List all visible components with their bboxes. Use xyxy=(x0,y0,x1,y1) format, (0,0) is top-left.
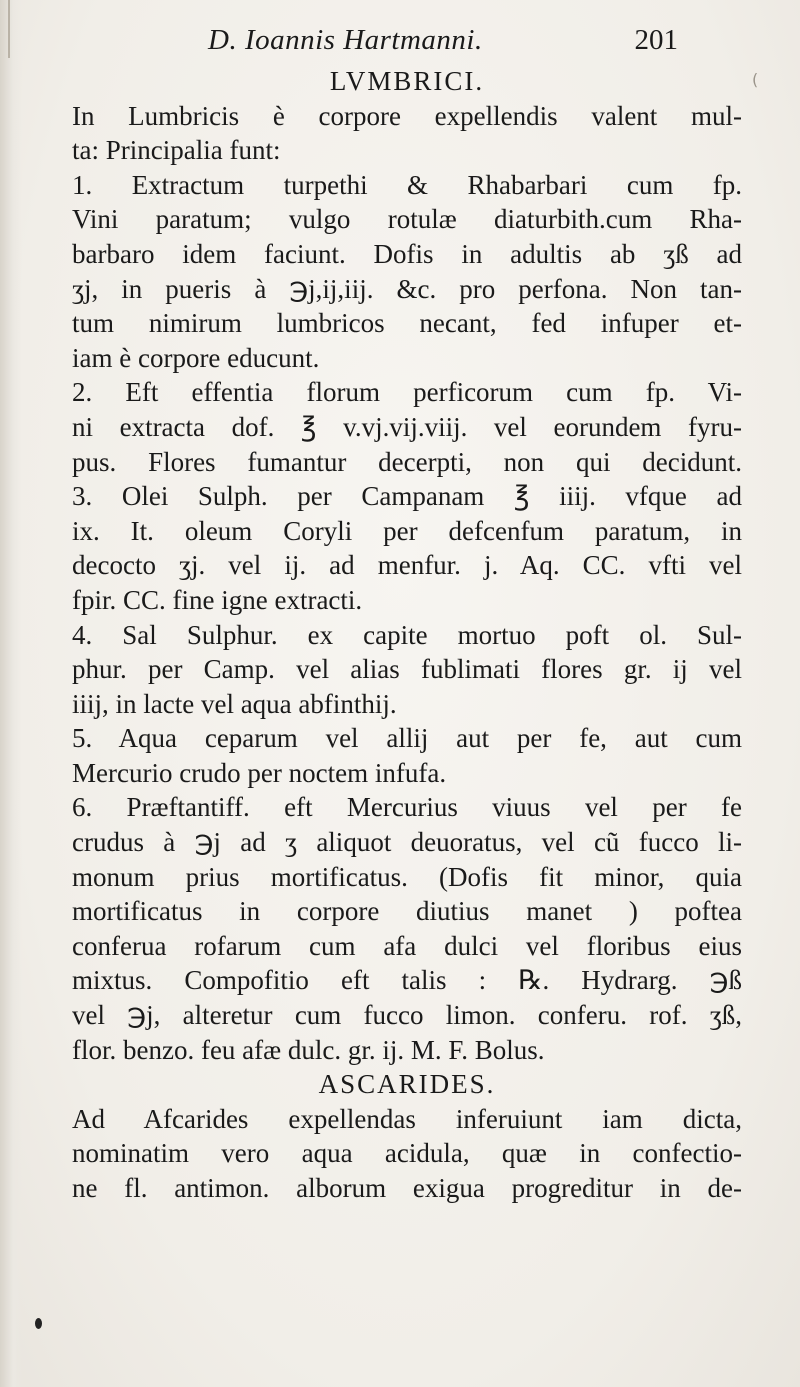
text-line: mortificatus in corpore diutius manet ) poftea xyxy=(72,896,742,927)
page-number: 201 xyxy=(634,24,678,56)
running-head xyxy=(208,24,678,64)
text-line: 5. Aqua ceparum vel allij aut per fe, aut cum xyxy=(72,723,742,754)
running-title: D. Ioannis Hartmanni. xyxy=(208,24,483,56)
text-line: pus. Flores fumantur decerpti, non qui decidunt. xyxy=(72,446,742,477)
text-line: fpir. CC. fine igne extracti. xyxy=(72,584,363,615)
text-line: ta: Principalia funt: xyxy=(72,135,281,166)
section-heading: ASCARIDES. xyxy=(318,1069,496,1100)
text-line: 1. Extractum turpethi & Rhabarbari cum fp. xyxy=(72,169,742,200)
text-line: In Lumbricis è corpore expellendis valent mul- xyxy=(72,100,742,131)
text-line: 3. Olei Sulph. per Campanam ℥ iiij. vfque ad xyxy=(72,481,742,512)
text-line: flor. benzo. feu afæ dulc. gr. ij. M. F. Bolus. xyxy=(72,1034,545,1065)
section-heading: LVMBRICI. xyxy=(329,66,485,96)
page-gutter-shadow xyxy=(0,0,22,1387)
body-text xyxy=(72,64,742,1206)
text-line: tum nimirum lumbricos necant, fed infuper et- xyxy=(72,308,742,339)
text-line: 6. Præftantiff. eft Mercurius viuus vel per fe xyxy=(72,792,742,823)
text-line: Mercurio crudo per noctem infufa. xyxy=(72,757,447,788)
ink-dot xyxy=(35,1318,42,1329)
text-line: ix. It. oleum Coryli per defcenfum paratum, in xyxy=(72,515,742,546)
text-line: barbaro idem faciunt. Dofis in adultis ab ʒß ad xyxy=(72,238,742,269)
text-line: ʒj, in pueris à ℈j,ij,iij. &c. pro perfona. Non tan- xyxy=(72,273,742,304)
text-line: 2. Eft effentia florum perficorum cum fp. Vi- xyxy=(72,377,742,408)
text-line: 4. Sal Sulphur. ex capite mortuo poft ol. Sul- xyxy=(72,619,742,650)
page-edge-mark xyxy=(8,0,10,58)
text-line: nominatim vero aqua acidula, quæ in confectio- xyxy=(72,1138,742,1169)
text-line: vel ℈j, alteretur cum fucco limon. conferu. rof. ʒß, xyxy=(72,1000,742,1031)
text-line: crudus à ℈j ad ʒ aliquot deuoratus, vel cũ fucco li- xyxy=(72,827,742,858)
text-line: phur. per Camp. vel alias fublimati flores gr. ij vel xyxy=(72,654,742,685)
text-line: conferua rofarum cum afa dulci vel floribus eius xyxy=(72,930,742,961)
text-line: ni extracta dof. ℥ v.vj.vij.viij. vel eorundem fyru- xyxy=(72,411,742,442)
margin-mark: ( xyxy=(752,70,759,89)
text-line: iiij, in lacte vel aqua abfinthij. xyxy=(72,688,397,719)
text-line: decocto ʒj. vel ij. ad menfur. j. Aq. CC. vfti vel xyxy=(72,550,742,581)
text-line: Ad Afcarides expellendas inferuiunt iam dicta, xyxy=(72,1103,742,1134)
text-line: Vini paratum; vulgo rotulæ diaturbith.cum Rha- xyxy=(72,204,742,235)
text-line: ne fl. antimon. alborum exigua progreditur in de- xyxy=(72,1173,742,1203)
text-line: iam è corpore educunt. xyxy=(72,342,320,373)
text-line: mixtus. Compofitio eft talis : ℞. Hydrarg. ℈ß xyxy=(72,965,742,996)
text-line: monum prius mortificatus. (Dofis fit minor, quia xyxy=(72,861,742,892)
